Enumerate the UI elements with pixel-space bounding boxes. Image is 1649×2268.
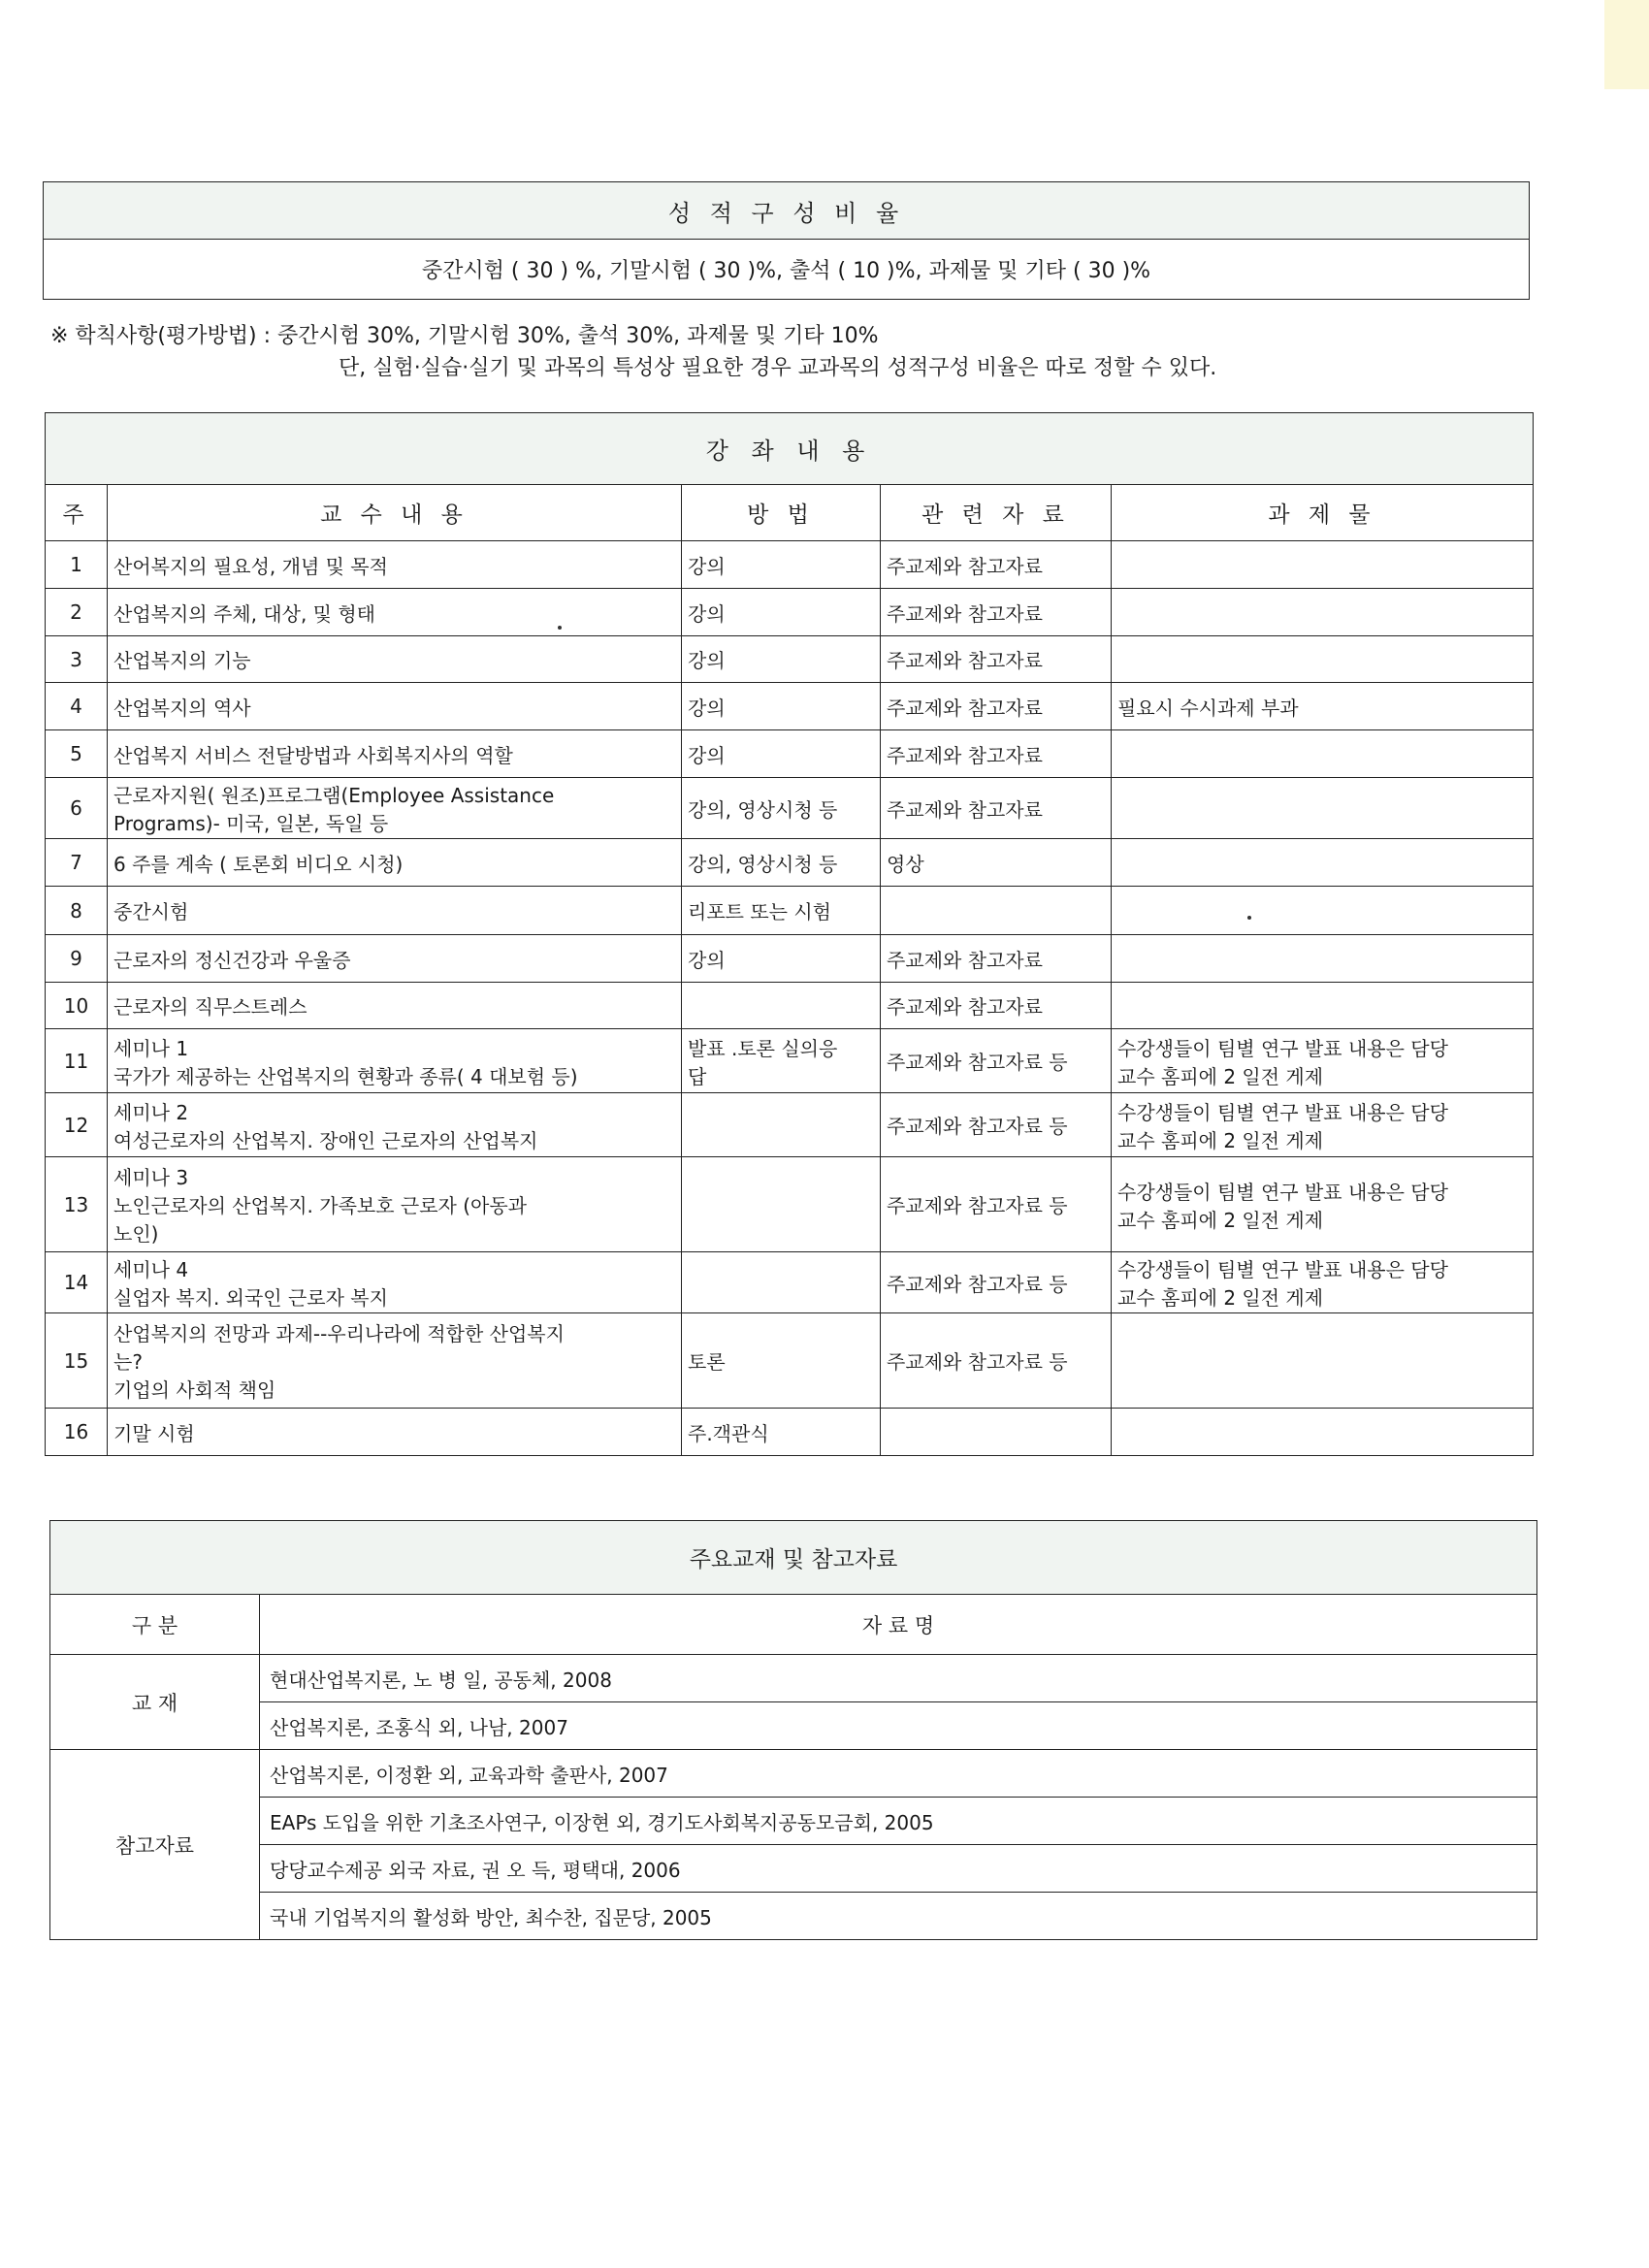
week-number-cell: 10 [46,983,108,1029]
teaching-content-cell [108,839,682,887]
method-line: 리포트 또는 시험 [688,900,831,923]
week-number-cell: 16 [46,1409,108,1456]
assignment-line: 교수 홈피에 2 일전 게제 [1117,1064,1324,1088]
content-line: 산업복지의 기능 [113,649,251,672]
content-line: 산업복지의 주체, 대상, 및 형태 [113,601,375,626]
assignment-line: 수강생들이 팀별 연구 발표 내용은 담당 [1117,1258,1448,1281]
assignment-line: 수강생들이 팀별 연구 발표 내용은 담당 [1117,1036,1448,1060]
material-cell: 주교제와 참고자료 [881,636,1112,683]
week-number-cell: 4 [46,683,108,730]
lecture-row [46,1157,1534,1252]
content-line: 근로자지원( 원조)프로그램(Employee Assistance [113,784,555,807]
teaching-content-cell [108,1313,682,1409]
assignment-cell [1112,541,1534,589]
teaching-content-cell [108,730,682,778]
week-number-cell: 12 [46,1093,108,1157]
assignment-line: 필요시 수시과제 부과 [1117,696,1299,720]
method-line: 답 [688,1064,707,1088]
teaching-content-cell [108,1409,682,1456]
method-cell [682,1093,881,1157]
academic-rule-note [50,320,1216,384]
assignment-cell [1112,1029,1534,1093]
lecture-row [46,730,1534,778]
week-number-cell: 1 [46,541,108,589]
method-cell [682,839,881,887]
week-number-cell: 7 [46,839,108,887]
teaching-content-cell [108,983,682,1029]
method-line: 강의 [688,649,726,672]
method-cell [682,730,881,778]
textbook-reference-table [49,1520,1537,1940]
content-line: 6 주를 계속 ( 토론회 비디오 시청) [113,852,404,876]
header-content: 교 수 내 용 [108,485,682,541]
assignment-cell [1112,1313,1534,1409]
material-cell [881,887,1112,935]
content-line: 노인) [113,1222,159,1246]
teaching-content-cell [108,778,682,839]
material-cell [881,1409,1112,1456]
rule-line-1: ※ 학칙사항(평가방법) : 중간시험 30%, 기말시험 30%, 출석 30%, 과제물 및 기타 10% [50,324,879,348]
method-cell [682,1313,881,1409]
assignment-cell [1112,1093,1534,1157]
method-cell [682,887,881,935]
books-title: 주요교재 및 참고자료 [50,1521,1537,1595]
method-cell [682,1157,881,1252]
assignment-cell [1112,730,1534,778]
content-line: 노인근로자의 산업복지. 가족보호 근로자 (아동과 [113,1194,527,1217]
material-cell: 주교제와 참고자료 등 [881,1313,1112,1409]
method-line: 강의, 영상시청 등 [688,852,838,876]
material-cell: 주교제와 참고자료 등 [881,1157,1112,1252]
textbook-item: 현대산업복지론, 노 병 일, 공동체, 2008 [260,1655,1537,1702]
lecture-row [46,1093,1534,1157]
lecture-row [46,983,1534,1029]
material-cell: 주교제와 참고자료 등 [881,1029,1112,1093]
material-cell: 주교제와 참고자료 [881,730,1112,778]
grade-composition-table [43,181,1530,300]
content-line: 여성근로자의 산업복지. 장애인 근로자의 산업복지 [113,1128,538,1152]
method-cell [682,636,881,683]
material-cell: 주교제와 참고자료 등 [881,1093,1112,1157]
content-line: 세미나 1 [113,1036,189,1060]
method-cell [682,778,881,839]
header-week: 주 [46,485,108,541]
method-cell [682,1029,881,1093]
scan-corner-mark [1604,0,1649,89]
material-cell: 주교제와 참고자료 [881,983,1112,1029]
content-line: 산업복지의 역사 [113,696,251,720]
method-line: 강의 [688,554,726,578]
method-line: 강의 [688,948,726,972]
lecture-title: 강 좌 내 용 [46,413,1534,485]
teaching-content-cell [108,683,682,730]
content-line: 세미나 3 [113,1166,189,1189]
assignment-line: 교수 홈피에 2 일전 게제 [1117,1208,1324,1232]
teaching-content-cell [108,541,682,589]
lecture-row [46,1313,1534,1409]
lecture-row [46,636,1534,683]
week-number-cell: 8 [46,887,108,935]
content-line: 근로자의 직무스트레스 [113,995,307,1019]
week-number-cell: 13 [46,1157,108,1252]
method-line: 발표 .토론 실의응 [688,1036,838,1060]
content-line: 실업자 복지. 외국인 근로자 복지 [113,1286,388,1310]
content-line: 산업복지 서비스 전달방법과 사회복지사의 역할 [113,743,513,767]
teaching-content-cell [108,1029,682,1093]
lecture-row [46,1029,1534,1093]
lecture-row [46,541,1534,589]
content-line: 는? [113,1350,143,1374]
lecture-content-table [45,412,1534,1456]
method-line: 주.객관식 [688,1421,769,1445]
teaching-content-cell [108,1252,682,1313]
assignment-cell [1112,636,1534,683]
week-number-cell: 11 [46,1029,108,1093]
content-line: 근로자의 정신건강과 우울증 [113,948,351,972]
assignment-cell [1112,983,1534,1029]
method-cell [682,1409,881,1456]
week-number-cell: 14 [46,1252,108,1313]
material-cell: 주교제와 참고자료 등 [881,1252,1112,1313]
reference-item: 국내 기업복지의 활성화 방안, 최수찬, 집문당, 2005 [260,1893,1537,1940]
header-material: 관 련 자 료 [881,485,1112,541]
lecture-row [46,1409,1534,1456]
method-cell [682,935,881,983]
scan-speck [1247,916,1251,920]
teaching-content-cell [108,1157,682,1252]
content-line: 산어복지의 필요성, 개념 및 목적 [113,554,388,578]
assignment-cell [1112,778,1534,839]
header-method: 방 법 [682,485,881,541]
reference-category-label: 참고자료 [50,1750,260,1940]
week-number-cell: 15 [46,1313,108,1409]
lecture-row [46,935,1534,983]
assignment-cell [1112,589,1534,636]
scan-speck [558,626,562,630]
textbook-category-label: 교 재 [50,1655,260,1750]
lecture-row [46,589,1534,636]
week-number-cell: 6 [46,778,108,839]
assignment-line: 교수 홈피에 2 일전 게제 [1117,1128,1324,1152]
lecture-row [46,683,1534,730]
content-line: 세미나 2 [113,1100,189,1124]
grade-ratio-text: 중간시험 ( 30 ) %, 기말시험 ( 30 )%, 출석 ( 10 )%, 과제물 및 기타 ( 30 )% [44,240,1530,300]
content-line: 중간시험 [113,900,189,923]
assignment-line: 수강생들이 팀별 연구 발표 내용은 담당 [1117,1180,1448,1204]
method-line: 토론 [688,1350,726,1374]
content-line: Programs)- 미국, 일본, 독일 등 [113,812,389,835]
lecture-row [46,1252,1534,1313]
assignment-cell [1112,839,1534,887]
material-cell: 주교제와 참고자료 [881,778,1112,839]
assignment-cell [1112,683,1534,730]
reference-item: EAPs 도입을 위한 기초조사연구, 이장현 외, 경기도사회복지공동모금회, 2005 [260,1798,1537,1845]
assignment-line: 교수 홈피에 2 일전 게제 [1117,1286,1324,1310]
content-line: 산업복지의 전망과 과제--우리나라에 적합한 산업복지 [113,1322,565,1345]
content-line: 국가가 제공하는 산업복지의 현황과 종류( 4 대보험 등) [113,1064,578,1088]
lecture-row [46,887,1534,935]
teaching-content-cell [108,589,682,636]
reference-item: 당당교수제공 외국 자료, 권 오 득, 평택대, 2006 [260,1845,1537,1893]
method-line: 강의 [688,696,726,720]
textbook-item: 산업복지론, 조홍식 외, 나남, 2007 [260,1702,1537,1750]
week-number-cell: 2 [46,589,108,636]
method-cell [682,683,881,730]
material-cell: 영상 [881,839,1112,887]
method-cell [682,1252,881,1313]
reference-item: 산업복지론, 이정환 외, 교육과학 출판사, 2007 [260,1750,1537,1798]
lecture-row [46,778,1534,839]
content-line: 세미나 4 [113,1258,189,1281]
method-line: 강의 [688,601,726,626]
assignment-cell [1112,1252,1534,1313]
material-cell: 주교제와 참고자료 [881,935,1112,983]
assignment-cell [1112,1409,1534,1456]
assignment-line: 수강생들이 팀별 연구 발표 내용은 담당 [1117,1100,1448,1124]
material-cell: 주교제와 참고자료 [881,589,1112,636]
lecture-row [46,839,1534,887]
method-cell [682,541,881,589]
teaching-content-cell [108,935,682,983]
rule-line-2: 단, 실험·실습·실기 및 과목의 특성상 필요한 경우 교과목의 성적구성 비율은 따로 정할 수 있다. [339,356,1217,380]
assignment-cell [1112,1157,1534,1252]
header-assignment: 과 제 물 [1112,485,1534,541]
teaching-content-cell [108,1093,682,1157]
material-cell: 주교제와 참고자료 [881,683,1112,730]
method-cell [682,983,881,1029]
week-number-cell: 5 [46,730,108,778]
assignment-cell [1112,887,1534,935]
material-cell: 주교제와 참고자료 [881,541,1112,589]
grade-title: 성 적 구 성 비 율 [44,182,1530,240]
books-header-name: 자 료 명 [260,1595,1537,1655]
teaching-content-cell [108,636,682,683]
content-line: 기업의 사회적 책임 [113,1378,276,1402]
week-number-cell: 3 [46,636,108,683]
assignment-cell [1112,935,1534,983]
method-cell [682,589,881,636]
method-line: 강의, 영상시청 등 [688,797,838,822]
week-number-cell: 9 [46,935,108,983]
content-line: 기말 시험 [113,1421,195,1445]
books-header-category: 구 분 [50,1595,260,1655]
method-line: 강의 [688,743,726,767]
teaching-content-cell [108,887,682,935]
